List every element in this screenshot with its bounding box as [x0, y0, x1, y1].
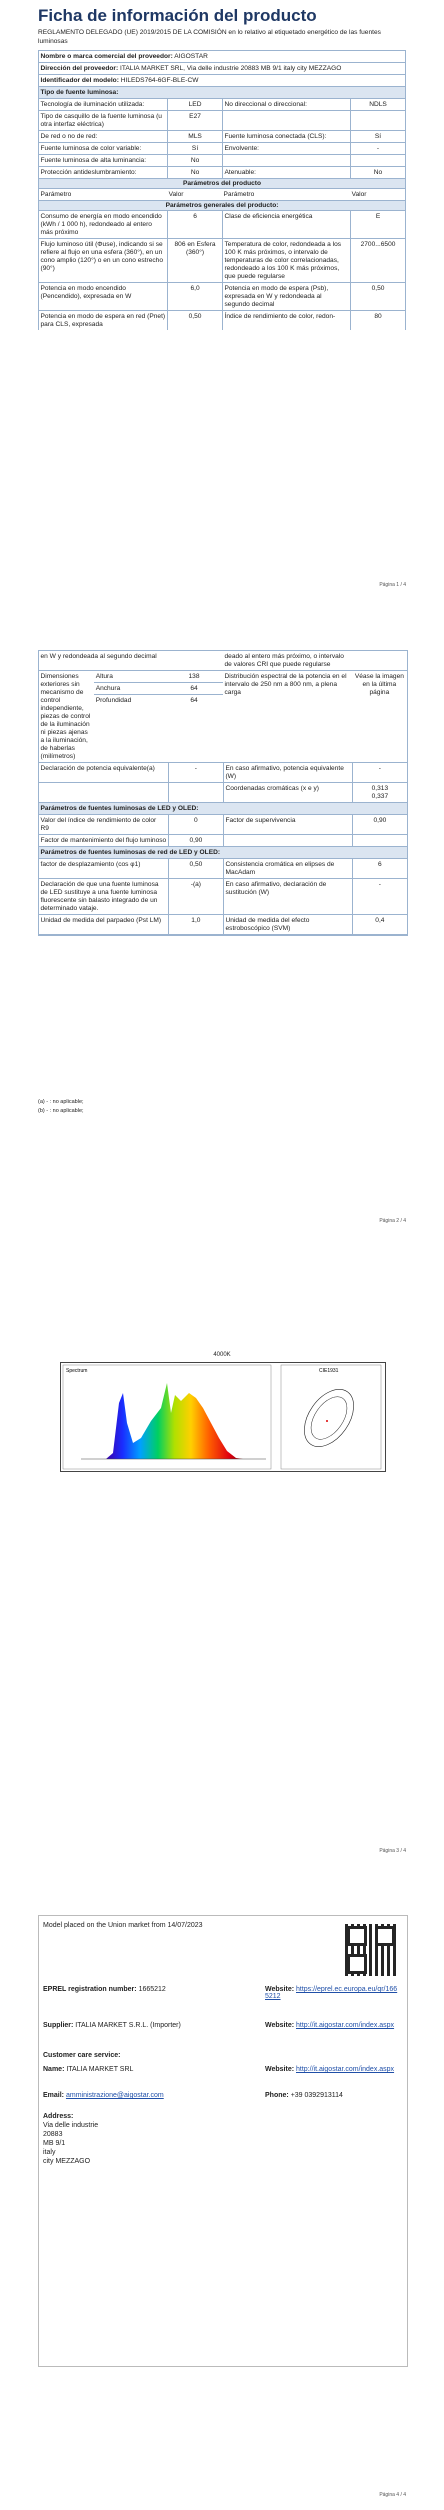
spectral-value: Véase la imagen en la última página — [354, 672, 404, 696]
name-value: ITALIA MARKET SRL — [66, 2066, 134, 2073]
param-label — [222, 155, 350, 166]
param-value: 2700...6500 — [350, 239, 405, 282]
param-label: Unidad de medida del parpadeo (Pst LM) — [40, 916, 162, 924]
param-value — [168, 783, 223, 802]
table-row — [39, 762, 407, 782]
address-label: Address: — [43, 2113, 74, 2120]
eprel-value: 1665212 — [138, 1986, 166, 1993]
param-value: - — [350, 143, 405, 154]
spectrum-label: Spectrum — [66, 1368, 88, 1374]
page-number: Página 4 / 4 — [379, 2492, 406, 2498]
table-row — [39, 142, 405, 154]
param-label: Clase de eficiencia energética — [222, 211, 350, 238]
param-label: Fuente luminosa conectada (CLS): — [222, 131, 350, 142]
model-id-value: HILEDS764-6GF-BLE-CW — [120, 76, 199, 84]
param-value: - — [352, 763, 407, 782]
table-row — [39, 238, 405, 282]
param-label: Unidad de medida del efecto estroboscópico (SVM) — [223, 915, 352, 934]
email-label: Email: — [43, 2092, 65, 2099]
width-label: Anchura — [95, 684, 121, 692]
type-header: Tipo de fuente luminosa: — [40, 88, 119, 96]
website-link[interactable]: http://it.aigostar.com/index.aspx — [296, 2022, 395, 2029]
table-row — [39, 110, 405, 130]
dims-values — [94, 671, 223, 762]
dimensions-row — [39, 670, 407, 762]
address-line: 20883 — [43, 2131, 63, 2138]
param-label — [222, 111, 350, 130]
param-label: Consistencia cromática en elipses de MacAdam — [223, 859, 352, 878]
spectral-label: Distribución espectral de la potencia en el intervalo de 250 nm a 800 nm, a plena carga — [224, 672, 347, 696]
general-rows — [39, 210, 405, 330]
param-value: 6,0 — [167, 283, 222, 310]
param-label: Declaración de que una fuente luminosa de LED sustituye a una fuente luminosa fluorescente sin balasto integrado de un determinado vataje. — [40, 880, 159, 912]
type-header-row — [39, 86, 405, 98]
table-row — [39, 858, 407, 878]
phone-value: +39 0392913114 — [290, 2092, 343, 2099]
mains-header-row — [39, 846, 407, 858]
address-line: italy — [43, 2149, 56, 2156]
footnote-a: (a) - : no aplicable; — [38, 1099, 84, 1105]
param-value — [350, 155, 405, 166]
table-row — [39, 98, 405, 110]
col-header-row — [39, 188, 405, 200]
param-label: Fuente luminosa de color variable: — [40, 144, 142, 152]
footnote-b: (b) - : no aplicable; — [38, 1108, 84, 1114]
param-value: 806 en Esfera (360°) — [167, 239, 222, 282]
spectrum-svg — [61, 1363, 385, 1471]
param-label: Consumo de energía en modo encendido (kWh / 1 000 h), redondeado al entero más próximo — [40, 212, 162, 236]
param-label: Temperatura de color, redondeada a los 100 K más próximos, o intervalo de temperaturas de color correlacionadas, redondeado a los 100 K más próximos, que puede regularse — [222, 239, 350, 282]
param-value: NDLS — [350, 99, 405, 110]
supplier-label: Supplier: — [43, 2022, 74, 2029]
supplier-address-label: Dirección del proveedor: — [40, 64, 119, 72]
cie-label: CIE1931 — [319, 1368, 339, 1374]
param-label: Factor de supervivencia — [223, 815, 352, 834]
param-value: 0,50 — [167, 311, 222, 330]
param-label: En caso afirmativo, potencia equivalente (W) — [223, 763, 352, 782]
website2-label: Website: — [265, 2066, 295, 2073]
table-row — [39, 782, 407, 802]
table-row — [39, 154, 405, 166]
param-value: - — [352, 879, 407, 914]
ledoled-header: Parámetros de fuentes luminosas de LED y OLED: — [40, 804, 199, 812]
param-label: No direccional o direccional: — [222, 99, 350, 110]
param-value: -(a) — [168, 879, 223, 914]
phone-label: Phone: — [265, 2092, 289, 2099]
table-row — [39, 310, 405, 330]
address-line: Via delle industrie — [43, 2122, 99, 2129]
address-line: MB 9/1 — [43, 2140, 66, 2147]
height-label: Altura — [95, 672, 113, 680]
page-subtitle: REGLAMENTO DELEGADO (UE) 2019/2015 DE LA COMISIÓN en lo relativo al etiquetado energético de las fuentes luminosas — [38, 29, 381, 45]
page-2-table — [38, 650, 408, 936]
rows-a — [39, 762, 407, 802]
param-label: Índice de rendimiento de color, redon- — [222, 311, 350, 330]
param-label: Fuente luminosa de alta luminancia: — [40, 156, 147, 164]
param-value — [352, 835, 407, 846]
table-row — [39, 814, 407, 834]
table-row — [39, 166, 405, 178]
param-value: LED — [167, 99, 222, 110]
eprel-label: EPREL registration number: — [43, 1986, 137, 1993]
param-value: 0,50 — [350, 283, 405, 310]
page-number: Página 2 / 4 — [379, 1218, 406, 1224]
ledoled-header-row — [39, 802, 407, 814]
param-value: 0,90 — [168, 835, 223, 846]
supplier-table — [38, 50, 406, 330]
param-value: No — [350, 167, 405, 178]
param-value: Sí — [167, 143, 222, 154]
spectrum-figure — [60, 1362, 386, 1472]
address-block — [43, 2112, 98, 2166]
supplier-value: ITALIA MARKET S.R.L. (Importer) — [75, 2022, 181, 2029]
param-label: Declaración de potencia equivalente(a) — [40, 764, 155, 772]
table-row — [39, 282, 405, 310]
param-label — [39, 783, 168, 802]
chart-title: 4000K — [213, 1352, 231, 1358]
param-value — [350, 111, 405, 130]
table-row — [39, 210, 405, 238]
param-label: factor de desplazamiento (cos φ1) — [40, 860, 141, 868]
dims-label: Dimensiones exteriores sin mecanismo de control independiente, piezas de control de la iluminación ni piezas ajenas a la iluminación, de haberlas (milímetros) — [40, 672, 91, 760]
model-id-row — [39, 74, 405, 86]
supplier-address-row — [39, 62, 405, 74]
param-label: Factor de mantenimiento del flujo luminoso — [40, 836, 167, 844]
param-value: 0,90 — [352, 815, 407, 834]
param-label: Tecnología de iluminación utilizada: — [40, 100, 145, 108]
email-link[interactable]: amministrazione@aigostar.com — [65, 2092, 164, 2099]
rows-b — [39, 814, 407, 846]
param-value: 0 — [168, 815, 223, 834]
supplier-name-row — [39, 50, 405, 62]
param-label: Atenuable: — [222, 167, 350, 178]
param-label: Potencia en modo encendido (Pencendido), expresada en W — [40, 284, 132, 300]
param-label: Protección antideslumbramiento: — [40, 168, 137, 176]
model-id-label: Identificador del modelo: — [40, 76, 119, 84]
table-row — [39, 130, 405, 142]
param-label — [223, 835, 352, 846]
cont-label-1: en W y redondeada al segundo decimal — [40, 652, 157, 660]
param-label: Tipo de casquillo de la fuente luminosa (u otra interfaz eléctrica) — [40, 112, 162, 128]
param-value: 6 — [167, 211, 222, 238]
rows-c — [39, 858, 407, 934]
website2-link[interactable]: http://it.aigostar.com/index.aspx — [296, 2066, 395, 2073]
param-label: Potencia en modo de espera en red (Pnet) para CLS, expresada — [40, 312, 166, 328]
param-value: E — [350, 211, 405, 238]
page-title: Ficha de información del producto — [38, 6, 317, 25]
col-header-value2: Valor — [351, 190, 367, 198]
col-header-param2: Parámetro — [223, 190, 255, 198]
page-number: Página 3 / 4 — [379, 1848, 406, 1854]
name-label: Name: — [43, 2066, 65, 2073]
website-label: Website: — [265, 2022, 295, 2029]
params-header: Parámetros del producto — [39, 178, 405, 188]
supplier-name-value: AIGOSTAR — [174, 52, 208, 60]
col-header-value1: Valor — [168, 190, 184, 198]
customer-care-label: Customer care service: — [43, 2052, 121, 2059]
param-label: Envolvente: — [222, 143, 350, 154]
url-label: Website: — [265, 1986, 295, 1993]
param-value: No — [167, 167, 222, 178]
param-value: 80 — [350, 311, 405, 330]
cont-label-2: deado al entero más próximo, o intervalo de valores CRI que puede regularse — [224, 652, 344, 668]
eprel-page — [38, 1915, 408, 2367]
param-label: Coordenadas cromáticas (x e y) — [223, 783, 352, 802]
footnotes — [38, 1098, 84, 1116]
param-value: - — [168, 763, 223, 782]
param-label: En caso afirmativo, declaración de sustitución (W) — [223, 879, 352, 914]
general-header: Parámetros generales del producto: — [39, 200, 405, 210]
address-line: city MEZZAGO — [43, 2158, 91, 2165]
page-1 — [0, 0, 444, 600]
table-row — [39, 914, 407, 934]
param-label: De red o no de red: — [40, 132, 98, 140]
placed-on-market: Model placed on the Union market from 14/07/2023 — [43, 1922, 203, 1929]
param-value: No — [167, 155, 222, 166]
eprel-url-link[interactable]: https://eprel.ec.europa.eu/qr/1665212 — [265, 1986, 398, 2000]
chromaticity-point — [326, 1420, 328, 1422]
width-value: 64 — [190, 684, 198, 692]
height-value: 138 — [188, 672, 200, 680]
page-2 — [0, 650, 444, 1240]
param-label: Potencia en modo de espera (Psb), expresada en W y redondeada al segundo decimal — [222, 283, 350, 310]
param-label: Valor del índice de rendimiento de color R9 — [40, 816, 157, 832]
qr-code-icon — [345, 1924, 397, 1976]
param-value: MLS — [167, 131, 222, 142]
col-header-param1: Parámetro — [40, 190, 72, 198]
mains-header: Parámetros de fuentes luminosas de red de LED y OLED: — [40, 848, 221, 856]
param-value: 6 — [352, 859, 407, 878]
supplier-address-value: ITALIA MARKET SRL, Via delle industrie 20883 MB 9/1 italy city MEZZAGO — [120, 64, 342, 72]
supplier-name-label: Nombre o marca comercial del proveedor: — [40, 52, 173, 60]
param-value: 0,50 — [168, 859, 223, 878]
page-3 — [0, 1290, 444, 1870]
page-number: Página 1 / 4 — [379, 582, 406, 588]
depth-label: Profundidad — [95, 696, 132, 704]
continued-row — [39, 650, 407, 670]
param-value: 0,4 — [352, 915, 407, 934]
page-1-content — [38, 6, 406, 330]
param-value: 1,0 — [168, 915, 223, 934]
param-label: Flujo luminoso útil (Φuse), indicando si se refiere al flujo en una esfera (360°), en un cono amplio (120°) o en un cono estrecho (90°) — [40, 240, 163, 272]
depth-value: 64 — [190, 696, 198, 704]
type-rows — [39, 98, 405, 178]
param-value: Sí — [350, 131, 405, 142]
table-row — [39, 878, 407, 914]
table-row — [39, 834, 407, 846]
param-value: E27 — [167, 111, 222, 130]
param-value: 0,313 0,337 — [352, 783, 407, 802]
